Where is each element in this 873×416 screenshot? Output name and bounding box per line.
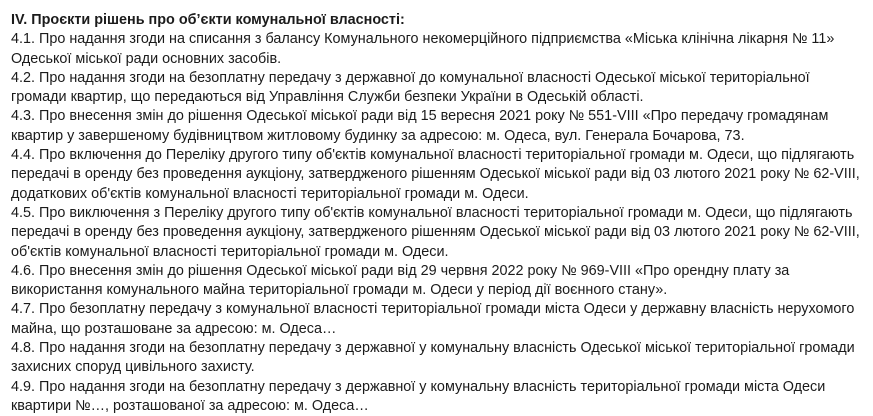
agenda-item-4-2: 4.2. Про надання згоди на безоплатну передачу з державної до комунальної власності Одеської міської територіальної громади квартир, що передаються від Управління Служби безпеки України в Одеській області.	[11, 69, 810, 106]
agenda-item-4-6: 4.6. Про внесення змін до рішення Одеської міської ради від 29 червня 2022 року № 969-VIII «Про орендну плату за використання комунального майна територіальної громади м. Одеси у період дії воєнного стану».	[11, 262, 790, 299]
agenda-item-4-9: 4.9. Про надання згоди на безоплатну передачу з державної у комунальну власність територіальної громади міста Одеси квартири №…, розташованої за адресою: м. Одеса…	[11, 378, 826, 414]
agenda-item-4-7: 4.7. Про безоплатну передачу з комунальної власності територіальної громади міста Одеси у державну власність нерухомого майна, що розташоване за адресою: м. Одеса…	[11, 301, 855, 337]
agenda-section	[11, 11, 863, 416]
section-title: IV. Проєкти рішень про об’єкти комунальної власності:	[11, 12, 405, 28]
agenda-item-4-8: 4.8. Про надання згоди на безоплатну передачу з державної у комунальну власність Одеської міської територіальної громади захисних споруд цивільного захисту.	[11, 340, 855, 376]
agenda-item-4-5: 4.5. Про виключення з Переліку другого типу об'єктів комунальної власності територіальної громади м. Одеси, що підлягають передачі в оренду без проведення аукціону, затвердженого рішенням Одеської міської ради від 03 лютого 2021 року № 62-VIII, об'єктів комунальної власності територіальної громади м. Одеси.	[11, 204, 860, 260]
agenda-item-4-1: 4.1. Про надання згоди на списання з балансу Комунального некомерційного підприємства «Міська клінічна лікарня № 11» Одеської міської ради основних засобів.	[11, 31, 835, 67]
agenda-item-4-3: 4.3. Про внесення змін до рішення Одеської міської ради від 15 вересня 2021 року № 551-VIII «Про передачу громадянам квартир у завершеному будівництвом житловому будинку за адресою: м. Одеса, вул. Генерала Бочарова, 73.	[11, 108, 829, 144]
agenda-item-4-4: 4.4. Про включення до Переліку другого типу об'єктів комунальної власності територіальної громади м. Одеси, що підлягають передачі в оренду без проведення аукціону, затвердженого рішенням Одеської міської ради від 03 лютого 2021 року № 62-VIII, додаткових об'єктів комунальної власності територіальної громади м. Одеси.	[11, 147, 860, 202]
